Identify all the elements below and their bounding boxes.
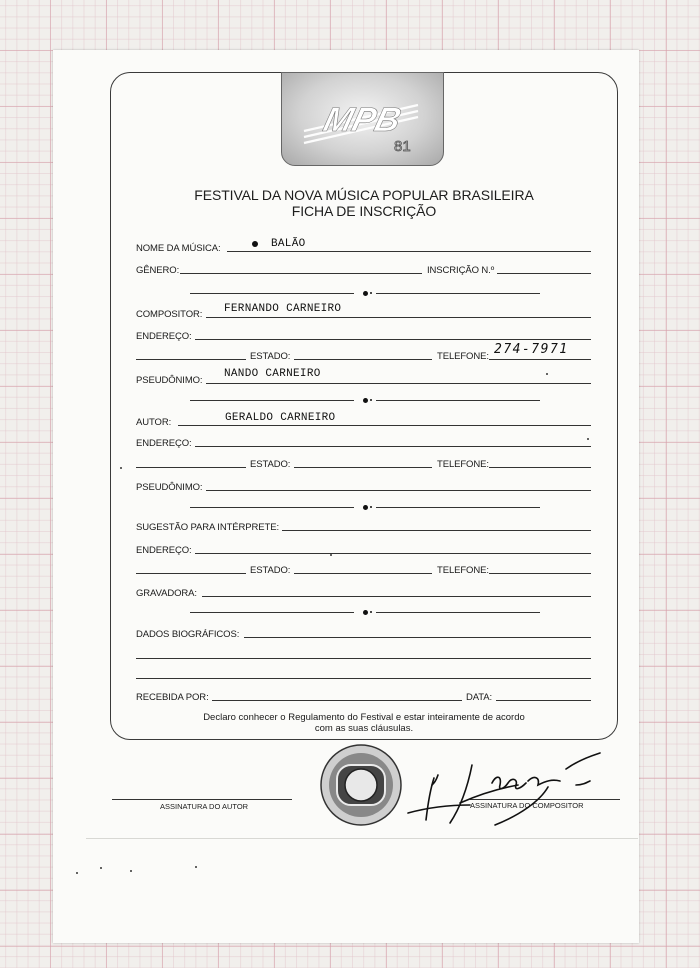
paper-speck [100, 867, 102, 869]
value-compositor-pseudonimo: NANDO CARNEIRO [224, 368, 321, 380]
label-nome-musica: NOME DA MÚSICA: [136, 243, 221, 254]
field-compositor-pseudonimo-line[interactable] [206, 383, 591, 384]
label-autor: AUTOR: [136, 417, 172, 428]
field-interprete-estado-line[interactable] [294, 573, 432, 574]
field-compositor-endereco2-line[interactable] [136, 359, 246, 360]
logo-year: 81 [394, 138, 411, 155]
label-compositor: COMPOSITOR: [136, 309, 203, 320]
mpb-logo [281, 72, 444, 166]
field-autor-line[interactable] [178, 425, 591, 426]
label-dados-biograficos: DADOS BIOGRÁFICOS: [136, 629, 240, 640]
label-interprete-endereco: ENDEREÇO: [136, 545, 192, 556]
value-compositor: FERNANDO CARNEIRO [224, 303, 342, 315]
field-autor-endereco2-line[interactable] [136, 467, 246, 468]
field-nome-musica-line[interactable] [227, 251, 591, 252]
field-gravadora-line[interactable] [202, 596, 591, 597]
field-compositor-line[interactable] [206, 317, 591, 318]
field-autor-telefone-line[interactable] [489, 467, 591, 468]
mpb-logo-icon [282, 73, 445, 167]
field-autor-endereco-line[interactable] [195, 446, 591, 447]
section-separator [190, 397, 540, 405]
value-compositor-telefone: 274-7971 [494, 342, 569, 357]
paper-speck [587, 438, 589, 440]
section-separator [190, 504, 540, 512]
section-separator [190, 609, 540, 617]
sheet-fold-line [86, 838, 638, 839]
declaration-line-2: com as suas cláusulas. [314, 723, 414, 734]
label-compositor-estado: ESTADO: [250, 351, 291, 362]
label-compositor-pseudonimo: PSEUDÔNIMO: [136, 375, 203, 386]
field-interprete-telefone-line[interactable] [489, 573, 591, 574]
paper-speck [195, 866, 197, 868]
section-separator [190, 290, 540, 298]
paper-speck [76, 872, 78, 874]
label-autor-pseudonimo: PSEUDÔNIMO: [136, 482, 203, 493]
field-interprete-endereco-line[interactable] [195, 553, 591, 554]
label-recebida-por: RECEBIDA POR: [136, 692, 209, 703]
field-autor-pseudonimo-line[interactable] [206, 490, 591, 491]
field-data-line[interactable] [496, 700, 591, 701]
field-inscricao-line[interactable] [497, 273, 591, 274]
paper-speck [130, 870, 132, 872]
label-assinatura-compositor: ASSINATURA DO COMPOSITOR [470, 801, 584, 810]
field-dados-line-2[interactable] [136, 658, 591, 659]
field-compositor-estado-line[interactable] [294, 359, 432, 360]
label-interprete-telefone: TELEFONE: [437, 565, 489, 576]
field-compositor-telefone-line[interactable] [489, 359, 591, 360]
declaration-line-1: Declaro conhecer o Regulamento do Festival e estar inteiramente de acordo [203, 712, 525, 723]
form-title: FESTIVAL DA NOVA MÚSICA POPULAR BRASILEIRA [194, 187, 534, 203]
label-data: DATA: [466, 692, 493, 703]
field-interprete-endereco2-line[interactable] [136, 573, 246, 574]
field-recebida-line[interactable] [212, 700, 462, 701]
field-compositor-endereco-line[interactable] [195, 339, 591, 340]
value-nome-musica: BALÃO [271, 238, 306, 250]
logo-text: MPB [319, 101, 405, 139]
form-subtitle: FICHA DE INSCRIÇÃO [291, 203, 437, 219]
value-autor: GERALDO CARNEIRO [225, 412, 336, 424]
label-autor-estado: ESTADO: [250, 459, 291, 470]
label-genero: GÊNERO: [136, 265, 180, 276]
signature-autor-line[interactable] [112, 799, 292, 800]
label-autor-endereco: ENDEREÇO: [136, 438, 192, 449]
field-autor-estado-line[interactable] [294, 467, 432, 468]
label-sugestao: SUGESTÃO PARA INTÉRPRETE: [136, 522, 280, 533]
field-genero-line[interactable] [180, 273, 422, 274]
broadcaster-logo-icon [318, 743, 404, 827]
label-gravadora: GRAVADORA: [136, 588, 197, 599]
paper-speck [546, 373, 548, 375]
field-dados-line-3[interactable] [136, 678, 591, 679]
field-dados-line-1[interactable] [244, 637, 591, 638]
label-assinatura-autor: ASSINATURA DO AUTOR [160, 802, 249, 811]
label-compositor-endereco: ENDEREÇO: [136, 331, 192, 342]
bullet-mark [252, 241, 258, 247]
label-autor-telefone: TELEFONE: [437, 459, 489, 470]
label-compositor-telefone: TELEFONE: [437, 351, 489, 362]
paper-speck [330, 554, 332, 556]
paper-speck [120, 467, 122, 469]
field-sugestao-line[interactable] [282, 530, 591, 531]
label-inscricao: INSCRIÇÃO N.º [427, 265, 495, 276]
label-interprete-estado: ESTADO: [250, 565, 291, 576]
handwritten-signature [400, 745, 610, 835]
